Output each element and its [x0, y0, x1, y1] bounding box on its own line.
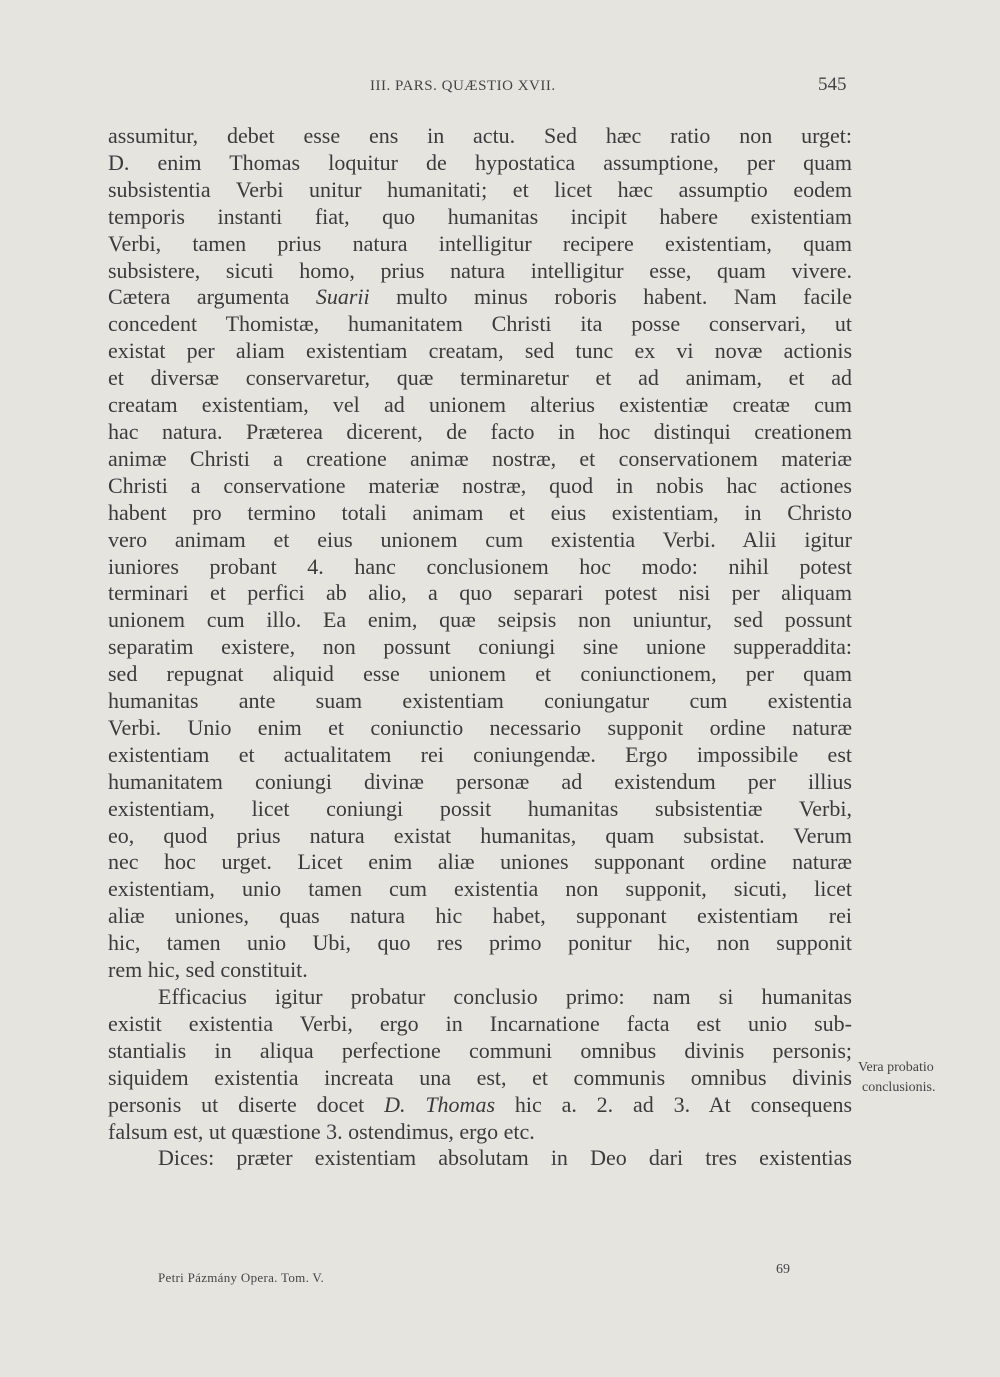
text-line: aliæ uniones, quas natura hic habet, supponant existentiam rei	[108, 903, 852, 929]
running-head: III. PARS. QUÆSTIO XVII.	[370, 78, 556, 94]
text-line-thomas	[108, 1092, 852, 1119]
text-line: siquidem existentia increata una est, et communis omnibus divinis	[108, 1064, 852, 1090]
text-line: existentiam et actualitatem rei coniungendæ. Ergo impossibile est	[108, 741, 852, 767]
text-line: subsistere, sicuti homo, prius natura intelligitur esse, quam vivere.	[108, 257, 852, 283]
text-line: vero animam et eius unionem cum existentia Verbi. Alii igitur	[108, 526, 852, 552]
text-line: existentiam, unio tamen cum existentia non supponit, sicuti, licet	[108, 876, 852, 902]
italic-name-suarii: Suarii	[315, 284, 370, 310]
text-line: concedent Thomistæ, humanitatem Christi ita posse conservari, ut	[108, 311, 852, 337]
text-line: habent pro termino totali animam et eius existentiam, in Christo	[108, 499, 852, 525]
text-line: sed repugnat aliquid esse unionem et coniunctionem, per quam	[108, 661, 852, 687]
page-number: 545	[818, 74, 847, 95]
text-line: existit existentia Verbi, ergo in Incarnatione facta est unio sub-	[108, 1010, 852, 1036]
paragraph-start: Efficacius igitur probatur conclusio primo: nam si humanitas	[158, 984, 852, 1009]
text-line: Verbi. Unio enim et coniunctio necessario supponit ordine naturæ	[108, 714, 852, 740]
text-line: hic, tamen unio Ubi, quo res primo ponitur hic, non supponit	[108, 930, 852, 956]
text-line: temporis instanti fiat, quo humanitas incipit habere existentiam	[108, 203, 852, 229]
text-line: subsistentia Verbi unitur humanitati; et licet hæc assumptio eodem	[108, 176, 852, 202]
text-segment: Cætera argumenta	[108, 284, 316, 310]
text-line: assumitur, debet esse ens in actu. Sed hæc ratio non urget:	[108, 123, 852, 148]
text-line: existat per aliam existentiam creatam, sed tunc ex vi novæ actionis	[108, 338, 852, 364]
text-line: nec hoc urget. Licet enim aliæ uniones supponant ordine naturæ	[108, 849, 852, 875]
margin-note-line: conclusionis.	[862, 1080, 936, 1095]
text-line: stantialis in aliqua perfectione communi omnibus divinis personis;	[108, 1037, 852, 1063]
text-line: animæ Christi a creatione animæ nostræ, et conservationem materiæ	[108, 445, 852, 471]
footer-signature: Petri Pázmány Opera. Tom. V.	[158, 1270, 324, 1285]
text-line: separatim existere, non possunt coniungi sine unione supperaddita:	[108, 634, 852, 660]
text-line-suarez	[108, 284, 852, 311]
text-line: Verbi, tamen prius natura intelligitur recipere existentiam, quam	[108, 230, 852, 256]
text-line: unionem cum illo. Ea enim, quæ seipsis non uniuntur, sed possunt	[108, 607, 852, 633]
margin-note	[858, 1058, 936, 1098]
text-line: rem hic, sed constituit.	[108, 957, 308, 983]
text-line: Christi a conservatione materiæ nostræ, quod in nobis hac actiones	[108, 472, 852, 498]
text-line: eo, quod prius natura existat humanitas, quam subsistat. Verum	[108, 822, 852, 848]
paragraph-start: Dices: præter existentiam absolutam in Deo dari tres existentias	[158, 1145, 852, 1171]
text-line: D. enim Thomas loquitur de hypostatica assumptione, per quam	[108, 149, 852, 175]
text-line: terminari et perfici ab alio, a quo separari potest nisi per aliquam	[108, 580, 852, 606]
text-line: existentiam, licet coniungi possit humanitas subsistentiæ Verbi,	[108, 795, 852, 821]
text-segment: personis ut diserte docet	[108, 1091, 385, 1117]
body-text	[108, 123, 852, 1172]
footer-signature-number: 69	[776, 1262, 790, 1277]
text-segment: multo minus roboris habent. Nam facile	[369, 284, 853, 310]
text-line: humanitas ante suam existentiam coniungatur cum existentia	[108, 688, 852, 714]
italic-name-thomas: D. Thomas	[384, 1091, 496, 1117]
margin-note-line: Vera probatio	[858, 1060, 934, 1075]
text-line: et diversæ conservaretur, quæ terminaretur et ad animam, et ad	[108, 365, 852, 391]
text-line: iuniores probant 4. hanc conclusionem hoc modo: nihil potest	[108, 553, 852, 579]
text-line: hac natura. Præterea dicerent, de facto in hoc distinqui creationem	[108, 418, 852, 444]
text-segment: hic a. 2. ad 3. At consequens	[495, 1091, 853, 1117]
text-line: creatam existentiam, vel ad unionem alterius existentiæ creatæ cum	[108, 392, 852, 418]
text-line: falsum est, ut quæstione 3. ostendimus, ergo etc.	[108, 1118, 535, 1144]
text-line: humanitatem coniungi divinæ personæ ad existendum per illius	[108, 768, 852, 794]
